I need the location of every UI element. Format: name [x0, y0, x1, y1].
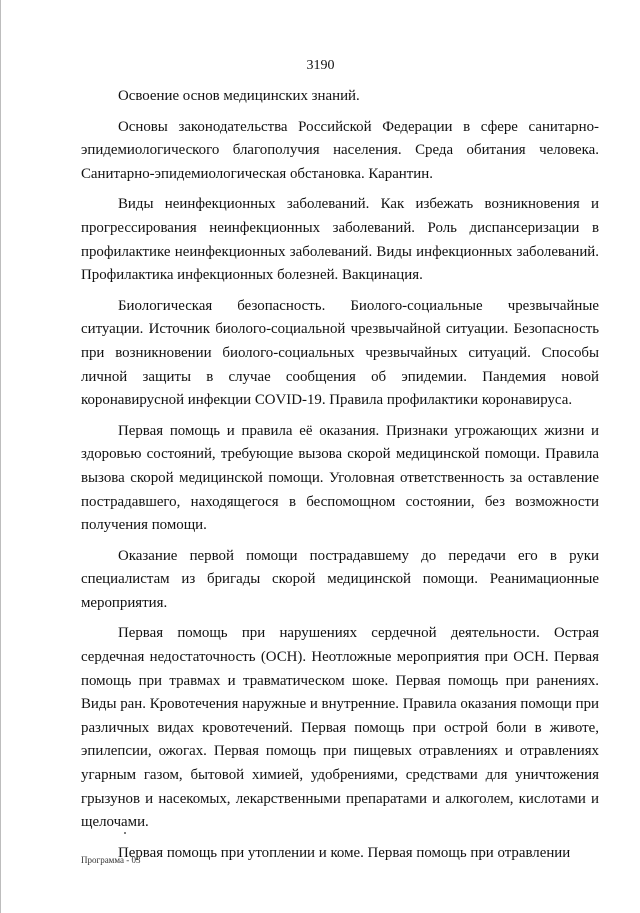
paragraph-first-aid-before-handover: Оказание первой помощи пострадавшему до передачи его в руки специалистам из бригады скорой медицинской помощи. Реанимационные мероприятия.: [81, 547, 599, 611]
paragraph-noninfectious-diseases: Виды неинфекционных заболеваний. Как избежать возникновения и прогрессирования неинфекционных заболеваний. Роль диспансеризации в профилактике неинфекционных заболеваний. Виды инфекционных заболеваний. Профилактика инфекционных болезней. Вакцинация.: [81, 196, 599, 284]
section-heading: Освоение основ медицинских знаний.: [118, 88, 360, 104]
paragraph-first-aid-rules: Первая помощь и правила её оказания. Признаки угрожающих жизни и здоровью состояний, требующие вызова скорой медицинской помощи. Правила вызова скорой медицинской помощи. Уголовная ответственность за оставление пострадавшего, находящегося в беспомощном состоянии, без возможности получения помощи.: [81, 422, 599, 534]
paragraph-sanitary-legislation: Основы законодательства Российской Федерации в сфере санитарно-эпидемиологического благополучия населения. Среда обитания человека. Санитарно-эпидемиологическая обстановка. Карантин.: [81, 118, 599, 182]
page-number: 3190: [306, 58, 335, 73]
document-body: [81, 85, 599, 865]
scan-speck: [124, 832, 126, 834]
page-footer: Программа - 03: [81, 855, 141, 865]
paragraph-drowning-first-aid: Первая помощь при утоплении и коме. Первая помощь при отравлении: [118, 844, 571, 861]
paragraph-cardiac-first-aid: Первая помощь при нарушениях сердечной деятельности. Острая сердечная недостаточность (ОСН). Неотложные мероприятия при ОСН. Первая помощь при травмах и травматическом шоке. Первая помощь при ранениях. Виды ран. Кровотечения наружные и внутренние. Правила оказания помощи при различных видах кровотечений. Первая помощь при острой боли в животе, эпилепсии, ожогах. Первая помощь при пищевых отравлениях и отравлениях угарным газом, бытовой химией, удобрениями, средствами для уничтожения грызунов и насекомых, лекарственными препаратами и алкоголем, кислотами и щелочами.: [81, 625, 599, 831]
paragraph-biological-safety: Биологическая безопасность. Биолого-социальные чрезвычайные ситуации. Источник биолого-социальной чрезвычайной ситуации. Безопасность при возникновении биолого-социальных чрезвычайных ситуаций. Способы личной защиты в случае сообщения об эпидемии. Пандемия новой коронавирусной инфекции COVID-19. Правила профилактики коронавируса.: [81, 297, 599, 409]
